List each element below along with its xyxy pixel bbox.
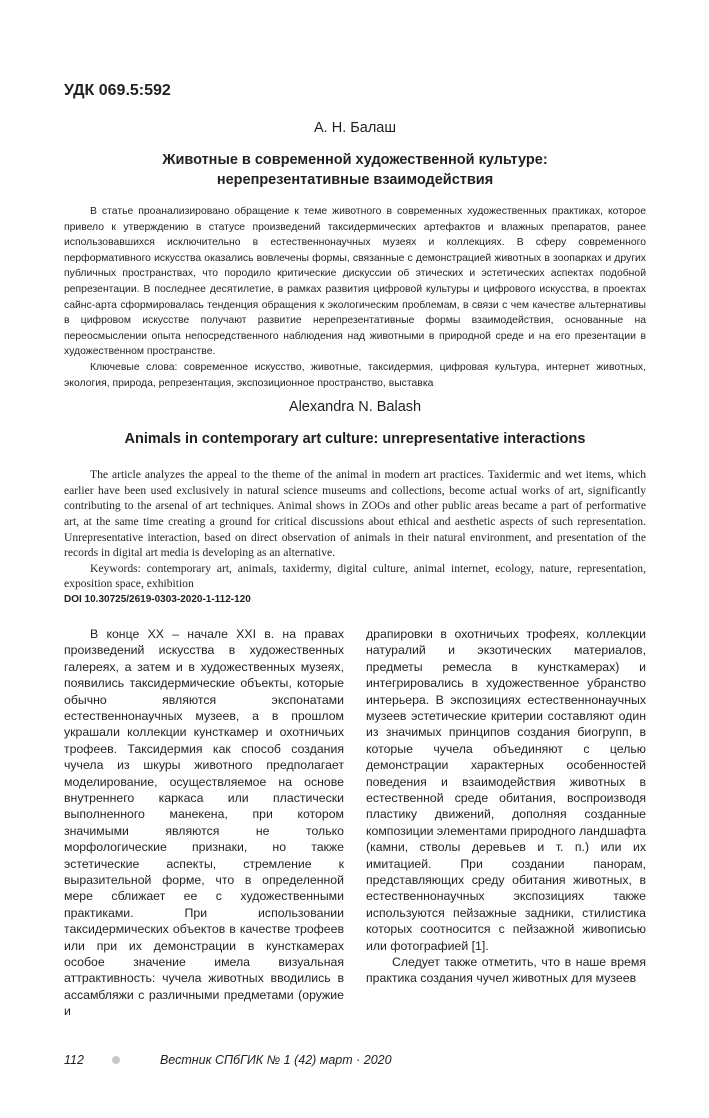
bullet-dot-icon <box>112 1056 120 1064</box>
page-number: 112 <box>64 1053 84 1067</box>
abstract-en <box>64 467 646 592</box>
body-paragraph: Следует также отметить, что в наше время практика создания чучел животных для музеев <box>366 955 646 986</box>
body-column-right <box>366 626 646 1020</box>
article-page <box>64 82 646 1020</box>
abstract-en-text: The article analyzes the appeal to the theme of the animal in modern art practices. Taxidermic and wet items, which earlier have been used exclusively in natural science museums and collections, become actual works of art, significantly contributing to the arsenal of art techniques. Animal shows in ZOOs and other public areas became a part of performative art, at the same time creating a ground for critical discussions about ethical and aesthetic aspects of such representation. Unrepresentative interaction, based on direct observation of animals in their natural environment, and presentation of the records in digital art media is developing as an alternative. <box>64 468 646 560</box>
page-footer <box>64 1053 646 1067</box>
body-paragraph: драпировки в охотничьих трофеях, коллекции натуралий и экзотических материалов, предметы ремесла в кунсткамерах) и интегрировались в художественное убранство интерьера. В экспозициях естественнонаучных музеев эстетические критерии составляют один из значимых принципов создания биогрупп, в которые чучела объединяют с целью демонстрации характерных особенностей поведения и взаимодействия животных в естественной среде обитания, воспроизводя пластику движений, дополняя созданные композиции элементами природного ландшафта (камни, стволы деревьев и т. п.) или их имитацией. При создании панорам, представляющих среду обитания животных, в естественнонаучных экспозициях также используются пейзажные задники, стилистика которых соотносится с пейзажной живописью или фотографией [1]. <box>366 626 646 953</box>
title-ru-line2: нерепрезентативные взаимодействия <box>216 172 494 188</box>
doi: DOI 10.30725/2619-0303-2020-1-112-120 <box>64 593 251 605</box>
keywords-en: Keywords: contemporary art, animals, taxidermy, digital culture, animal internet, ecology, nature, representation, exposition space, exhibition <box>64 561 646 591</box>
title-ru <box>64 150 646 190</box>
body-paragraph: В конце XX – начале XXI в. на правах произведений искусства в художественных галереях, а затем и в художественных музеях, появились таксидермические объекты, которые обычно являются экспонатами естественнонаучных музеев, а в прошлом украшали коллекции кунсткамер и охотничьих трофеев. Таксидермия как способ создания чучела из шкуры животного предполагает моделирование, осуществляемое на основе внутреннего каркаса или пластически выполненного манекена, при котором значимыми являются не только морфологические признаки, но также эстетические аспекты, стремление к выразительной форме, что в определенной мере сближает ее с художественными практиками. При использовании таксидермических объектов в качестве трофеев или при их демонстрации в кунсткамерах особое значение имела визуальная аттрактивность: чучела животных вводились в ассамбляжи с различными предметами (оружие и <box>64 626 344 1019</box>
abstract-ru <box>64 204 646 391</box>
abstract-ru-text: В статье проанализировано обращение к теме животного в современных художественных практиках, которое привело к утверждению в статусе произведений таксидермических артефактов и влажных препаратов, ранее использовавшихся исключительно в естественнонаучных музеях и коллекциях. В сферу современного перформативного искусства оказались вовлечены формы, связанные с демонстрацией животных в зоопарках и других публичных пространствах, что породило критические дискуссии об этических и эстетических аспектах подобной репрезентации. В последнее десятилетие, в рамках развития цифровой культуры и цифрового искусства, в проектах сайнс-арта сформировалась тенденция обращения к экологическим проблемам, в связи с чем качестве альтернативы в цифровом искусстве получают развитие нерепрезентативные формы взаимодействия, основанные на переосмыслении опыта непосредственного наблюдения над животными в природной среде и на его презентации в художественном пространстве. <box>64 206 646 358</box>
keywords-ru: Ключевые слова: современное искусство, животные, таксидермия, цифровая культура, интернет животных, экология, природа, репрезентация, экспозиционное пространство, выставка <box>64 361 646 389</box>
author-ru: А. Н. Балаш <box>314 120 396 136</box>
body-columns <box>64 626 646 1020</box>
journal-name: Вестник СПбГИК № 1 (42) март · 2020 <box>159 1053 392 1067</box>
author-en: Alexandra N. Balash <box>288 399 422 416</box>
udk-code: УДК 069.5:592 <box>64 82 171 99</box>
title-en: Animals in contemporary art culture: unrepresentative interactions <box>124 431 586 448</box>
title-ru-line1: Животные в современной художественной культуре: <box>162 152 548 168</box>
body-column-left <box>64 626 344 1020</box>
